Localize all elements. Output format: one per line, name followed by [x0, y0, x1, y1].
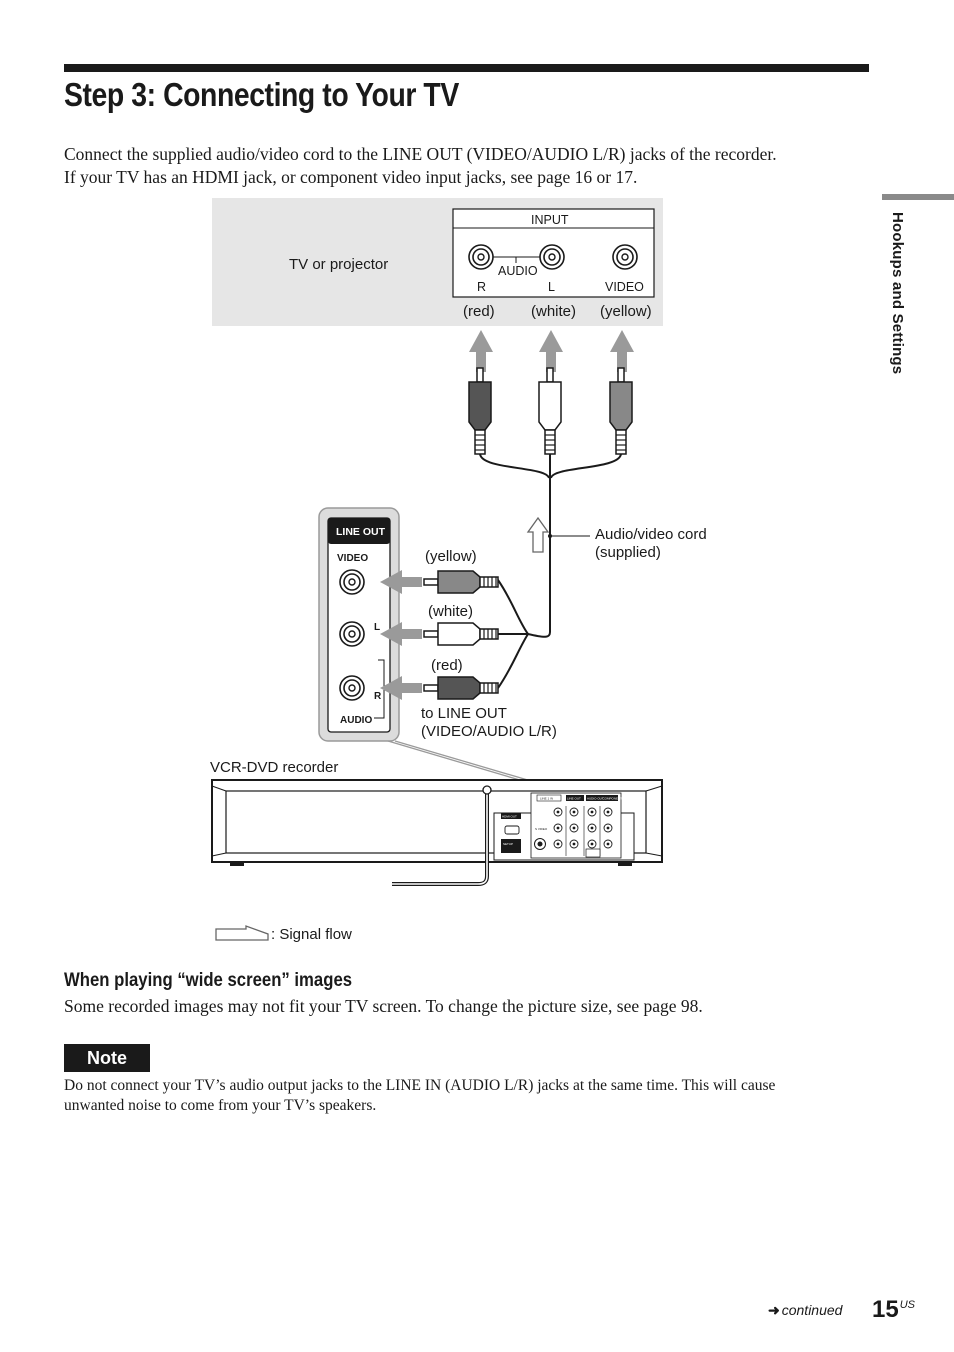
panel-audio-label: AUDIO: [340, 715, 373, 726]
page-number: [872, 1296, 915, 1324]
note-text: [64, 1076, 864, 1116]
rec-white-label: (white): [428, 603, 474, 620]
tv-video-jack: [613, 245, 637, 269]
recorder-label: VCR-DVD recorder: [210, 759, 339, 776]
to-line-out-line-2: (VIDEO/AUDIO L/R): [421, 723, 557, 740]
panel-audio-r-jack: [340, 676, 364, 700]
input-video-label: VIDEO: [605, 280, 644, 294]
page-title: Step 3: Connecting to Your TV: [64, 76, 459, 113]
continued-arrow-icon: ➜: [768, 1302, 780, 1318]
continued-label: continued: [781, 1302, 843, 1318]
rear-hdmi-label: HDMI OUT: [502, 814, 517, 819]
tv-audio-r-jack: [469, 245, 493, 269]
rec-yellow-label: (yellow): [425, 548, 477, 565]
tv-yellow-plug: [610, 368, 632, 454]
input-r-label: R: [477, 280, 487, 294]
rec-white-plug: [424, 623, 498, 645]
to-line-out-line-1: to LINE OUT: [421, 705, 507, 722]
panel-l-label: L: [374, 622, 381, 633]
intro-line-1: Connect the supplied audio/video cord to the LINE OUT (VIDEO/AUDIO L/R) jacks of the recorder.: [64, 144, 777, 164]
page-number-value: 15: [872, 1296, 899, 1323]
rear-setup-label: SETUP: [503, 842, 514, 846]
rec-red-label: (red): [431, 657, 463, 674]
wide-screen-heading: When playing “wide screen” images: [64, 970, 353, 991]
av-cord: [480, 454, 621, 688]
note-line-2: unwanted noise to come from your TV’s speakers.: [64, 1097, 377, 1114]
vcr-dvd-recorder: [212, 780, 662, 866]
rec-yellow-plug: [424, 571, 498, 593]
tv-label: TV or projector: [289, 256, 389, 273]
rear-svideo-label: S VIDEO: [535, 827, 548, 831]
panel-video-jack: [340, 570, 364, 594]
tv-yellow-label: (yellow): [600, 303, 652, 320]
cord-label-line-1: Audio/video cord: [595, 526, 707, 543]
cord-flow-arrow: [528, 518, 548, 552]
tv-white-plug: [539, 368, 561, 454]
rec-red-plug: [424, 677, 498, 699]
intro-line-2: If your TV has an HDMI jack, or component video input jacks, see page 16 or 17.: [64, 167, 638, 187]
signal-arrows-up: [469, 330, 634, 372]
rear-line1-label: LINE 1 IN: [540, 796, 554, 801]
tv-red-plug: [469, 368, 491, 454]
panel-header: LINE OUT: [336, 526, 385, 538]
page-number-suffix: US: [899, 1299, 915, 1311]
input-l-label: L: [548, 280, 555, 294]
continued-indicator: [768, 1302, 842, 1319]
panel-video-label: VIDEO: [337, 553, 369, 564]
panel-r-label: R: [374, 691, 382, 702]
signal-flow-label: : Signal flow: [271, 926, 352, 943]
signal-flow-icon: [216, 926, 268, 940]
input-audio-label: AUDIO: [498, 264, 538, 278]
rear-audioout-label: AUDIO OUT: [587, 796, 604, 801]
panel-audio-l-jack: [340, 622, 364, 646]
input-header: INPUT: [531, 213, 569, 227]
side-tab-label: Hookups and Settings: [889, 212, 906, 375]
cord-label-line-2: (supplied): [595, 544, 661, 561]
note-badge: Note: [64, 1044, 150, 1072]
rear-component-label: COMPONENT VIDEO OUT: [602, 796, 640, 801]
tv-red-label: (red): [463, 303, 495, 320]
tv-white-label: (white): [531, 303, 577, 320]
note-line-1: Do not connect your TV’s audio output jacks to the LINE IN (AUDIO L/R) jacks at the same time. This will cause: [64, 1077, 776, 1094]
tv-audio-l-jack: [540, 245, 564, 269]
rear-lineout-label: LINE OUT: [567, 796, 581, 801]
wide-screen-text: Some recorded images may not fit your TV screen. To change the picture size, see page 98.: [64, 996, 703, 1016]
